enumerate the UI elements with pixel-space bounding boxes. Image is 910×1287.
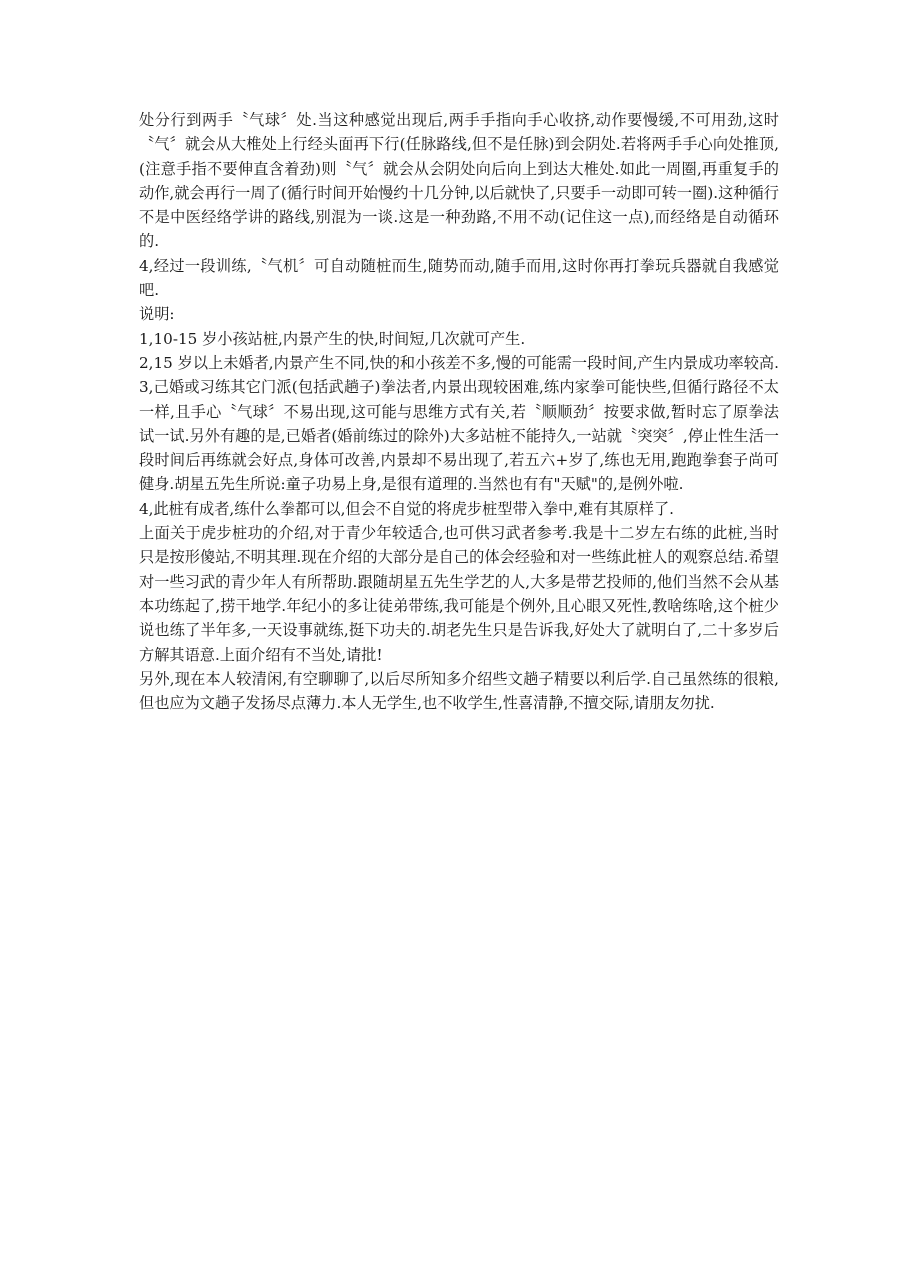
- note-item-1: 1,10-15 岁小孩站桩,内景产生的快,时间短,几次就可产生.: [139, 329, 526, 348]
- paragraph-qi-circulation: 处分行到两手〝气球〞处.当这种感觉出现后,两手手指向手心收挤,动作要慢缓,不可用劲,这时〝气〞就会从大椎处上行经头面再下行(任脉路线,但不是任脉)到会阴处.若将两手手心向处推顶,(注意手指不要伸直含着劲)则〝气〞就会从会阴处向后向上到达大椎处.如此一周圈,再重复手的动作,就会再行一周了(循行时间开始慢约十几分钟,以后就快了,只要手一动即可转一圈).这种循行不是中医经络学讲的路线,别混为一谈.这是一种劲路,不用不动(记住这一点),而经络是自动循环的.: [139, 111, 779, 251]
- paragraph-closing: 另外,现在本人较清闲,有空聊聊了,以后尽所知多介绍些文趟子精要以利后学.自己虽然练的很粮,但也应为文趟子发扬尽点薄力.本人无学生,也不收学生,性喜清静,不擅交际,请朋友勿扰.: [139, 669, 779, 713]
- note-item-4: 4,此桩有成者,练什么拳都可以,但会不自觉的将虎步桩型带入拳中,难有其原样了.: [139, 499, 674, 518]
- paragraph-author-background: 上面关于虎步桩功的介绍,对于青少年较适合,也可供习武者参考.我是十二岁左右练的此桩,当时只是按形傻站,不明其理.现在介绍的大部分是自己的体会经验和对一些练此桩人的观察总结.希望对一些习武的青少年人有所帮助.跟随胡星五先生学艺的人,大多是带艺投师的,他们当然不会从基本功练起了,捞干地学.年纪小的多让徒弟带练,我可能是个例外,且心眼又死性,教啥练啥,这个桩少说也练了半年多,一天设事就练,挺下功夫的.胡老先生只是告诉我,好处大了就明白了,二十多岁后方解其语意.上面介绍有不当处,请批!: [139, 524, 779, 664]
- paragraph-step-4: 4,经过一段训练,〝气机〞可自动随桩而生,随势而动,随手而用,这时你再打拳玩兵器就自我感觉吧.: [139, 256, 779, 300]
- notes-heading: 说明:: [139, 305, 175, 324]
- document-body: [139, 108, 779, 715]
- note-item-3: 3,己婚或习练其它门派(包括武趟子)拳法者,内景出现较困难,练内家拳可能快些,但循行路径不太一样,且手心〝气球〞不易出现,这可能与思维方式有关,若〝顺顺劲〞按要求做,暂时忘了原拳法试一试.另外有趣的是,已婚者(婚前练过的除外)大多站桩不能持久,一站就〝突突〞,停止性生活一段时间后再练就会好点,身体可改善,内景却不易出现了,若五六+岁了,练也无用,跑跑拳套子尚可健身.胡星五先生所说:童子功易上身,是很有道理的.当然也有有"天赋"的,是例外啦.: [139, 378, 779, 494]
- note-item-2: 2,15 岁以上未婚者,内景产生不同,快的和小孩差不多,慢的可能需一段时间,产生内景成功率较高.: [139, 353, 779, 372]
